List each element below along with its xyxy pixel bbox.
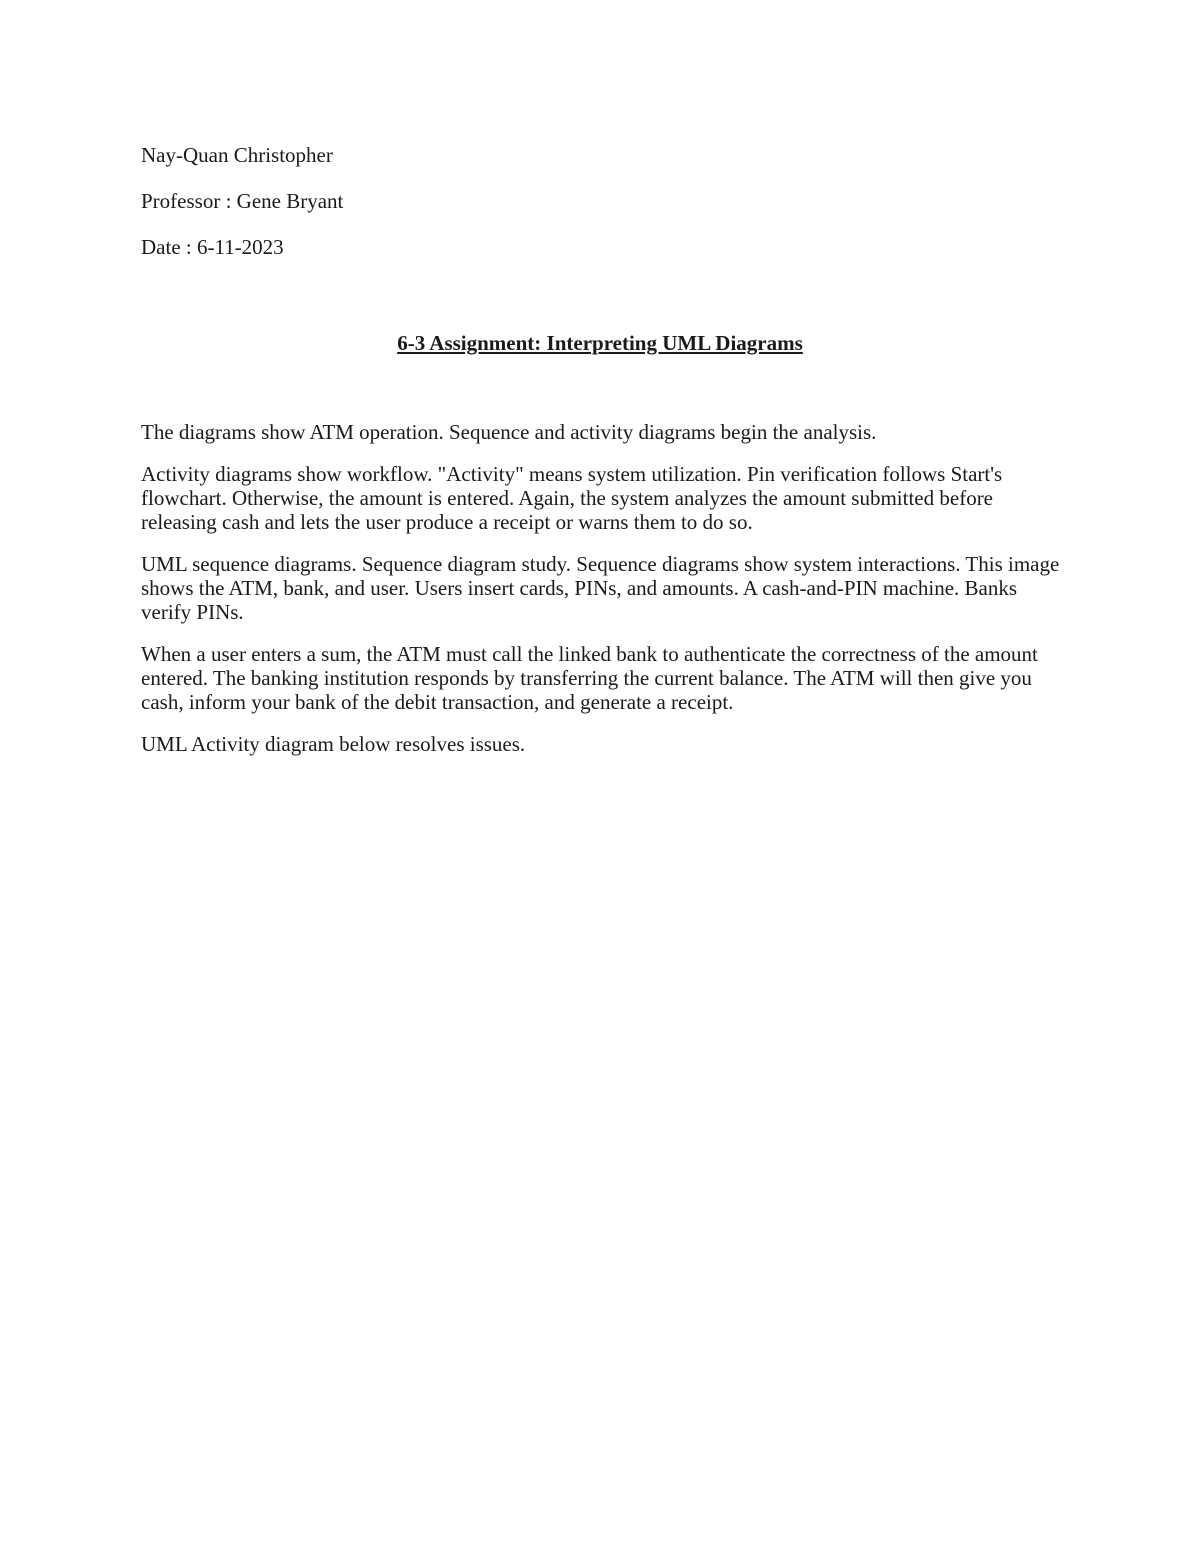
author-name: Nay-Quan Christopher — [141, 143, 333, 167]
document-title: 6-3 Assignment: Interpreting UML Diagrams — [397, 331, 803, 355]
paragraph-conclusion: UML Activity diagram below resolves issues. — [141, 732, 526, 756]
paragraph-sequence-diagrams: UML sequence diagrams. Sequence diagram study. Sequence diagrams show system interactions. This image shows the ATM, bank, and user. Users insert cards, PINs, and amounts. A cash-and-PIN machine. Banks verify PINs. — [141, 552, 1060, 624]
document-header — [141, 141, 1041, 279]
paragraph-activity-diagrams: Activity diagrams show workflow. "Activity" means system utilization. Pin verification follows Start's flowchart. Otherwise, the amount is entered. Again, the system analyzes the amount submitted before releasing cash and lets the user produce a receipt or warns them to do so. — [141, 462, 1003, 534]
paragraph-atm-transaction: When a user enters a sum, the ATM must call the linked bank to authenticate the correctness of the amount entered. The banking institution responds by transferring the current balance. The ATM will then give you cash, inform your bank of the debit transaction, and generate a receipt. — [141, 642, 1038, 714]
professor-name: Professor : Gene Bryant — [141, 189, 344, 213]
paragraph-intro: The diagrams show ATM operation. Sequence and activity diagrams begin the analysis. — [141, 420, 877, 444]
document-body — [141, 420, 1061, 774]
document-date: Date : 6-11-2023 — [141, 235, 284, 259]
